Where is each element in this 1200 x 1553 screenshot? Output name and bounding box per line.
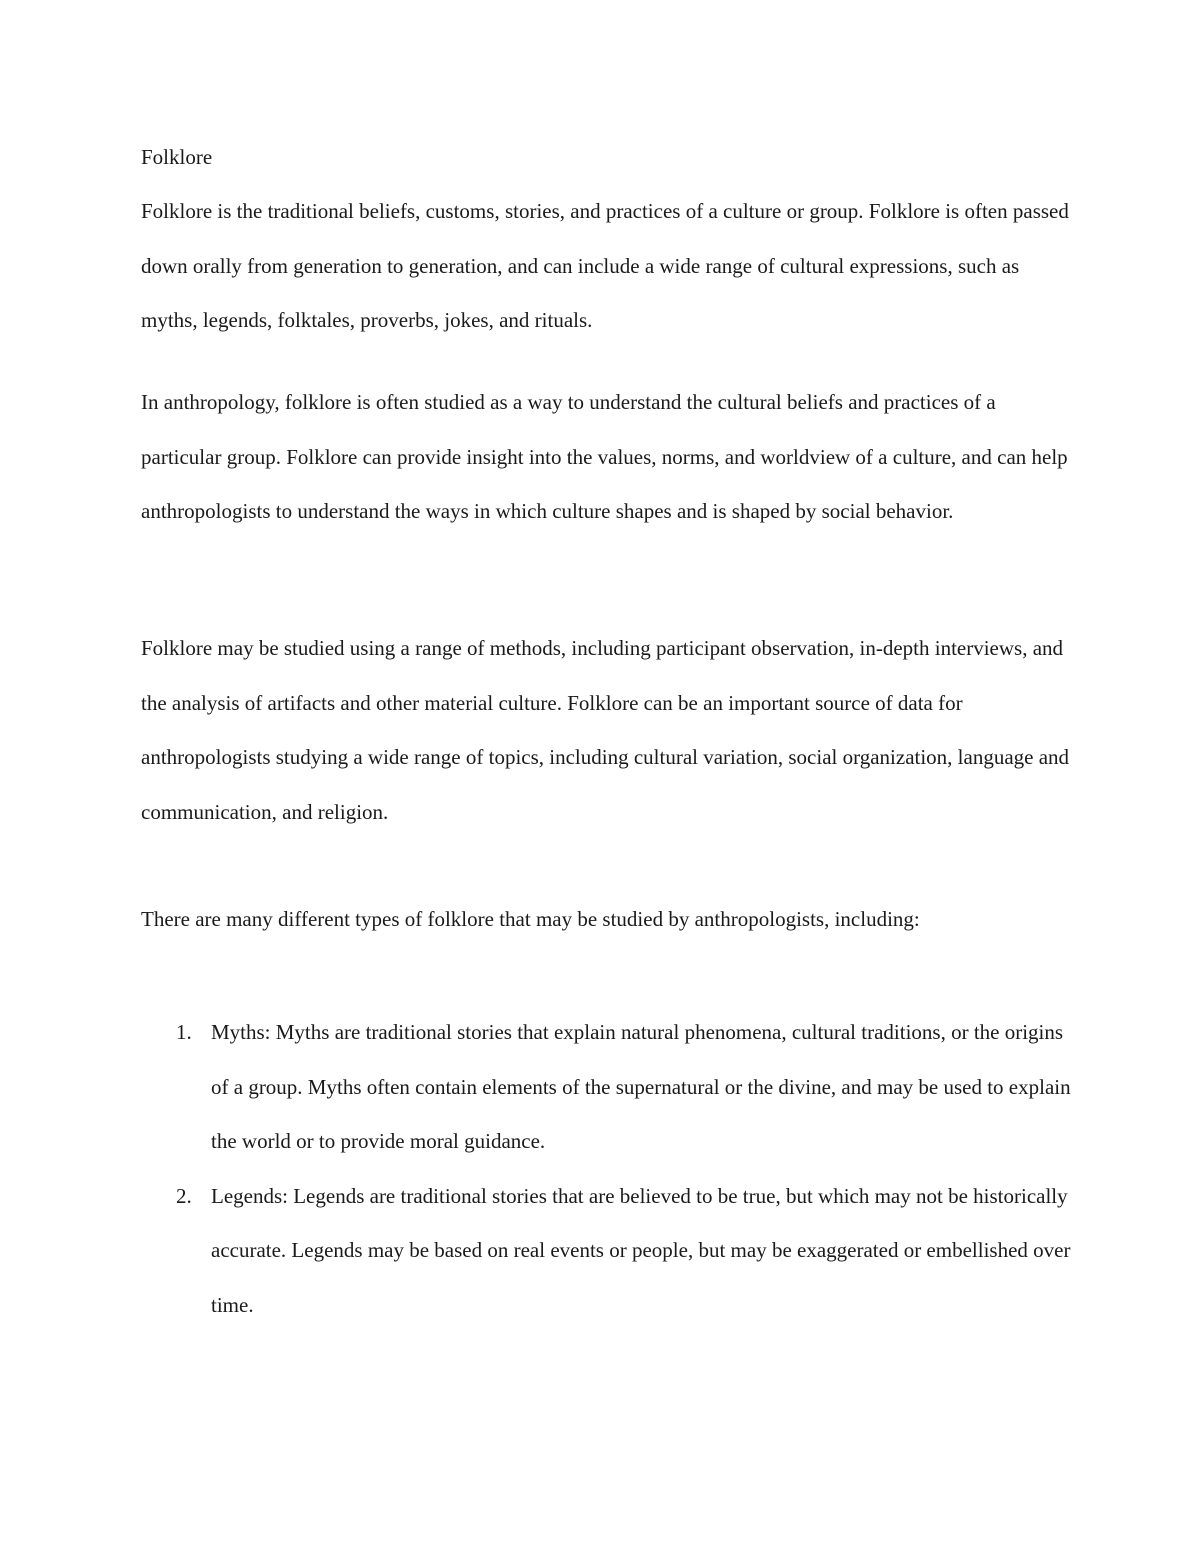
paragraph-methods: Folklore may be studied using a range of methods, including participant observation, in-depth interviews, and the analysis of artifacts and other material culture. Folklore can be an important source of data for anthropologists studying a wide range of topics, including cultural variation, social organization, language and communication, and religion. (141, 636, 1070, 824)
list-item-text: Myths: Myths are traditional stories that explain natural phenomena, cultural traditions, or the origins of a group. Myths often contain elements of the supernatural or the divine, and may be used to explain the world or to provide moral guidance. (211, 1020, 1071, 1153)
list-item (141, 1005, 1071, 1169)
list-item-number: 1. (176, 1020, 192, 1044)
list-item (141, 1169, 1071, 1333)
document-title: Folklore (141, 145, 213, 169)
paragraph-anthropology: In anthropology, folklore is often studied as a way to understand the cultural beliefs and practices of a particular group. Folklore can provide insight into the values, norms, and worldview of a culture, and can help anthropologists to understand the ways in which culture shapes and is shaped by social behavior. (141, 390, 1068, 523)
list-item-number: 2. (176, 1183, 192, 1208)
list-item-text: Legends: Legends are traditional stories that are believed to be true, but which may not be historically accurate. Legends may be based on real events or people, but may be exaggerated or embellished over time. (211, 1183, 1071, 1317)
folklore-types-list (141, 1005, 1071, 1332)
paragraph-types-intro: There are many different types of folklore that may be studied by anthropologists, including: (141, 907, 920, 931)
paragraph-definition: Folklore is the traditional beliefs, customs, stories, and practices of a culture or group. Folklore is often passed down orally from generation to generation, and can include a wide range of cultural expressions, such as myths, legends, folktales, proverbs, jokes, and rituals. (141, 199, 1069, 332)
